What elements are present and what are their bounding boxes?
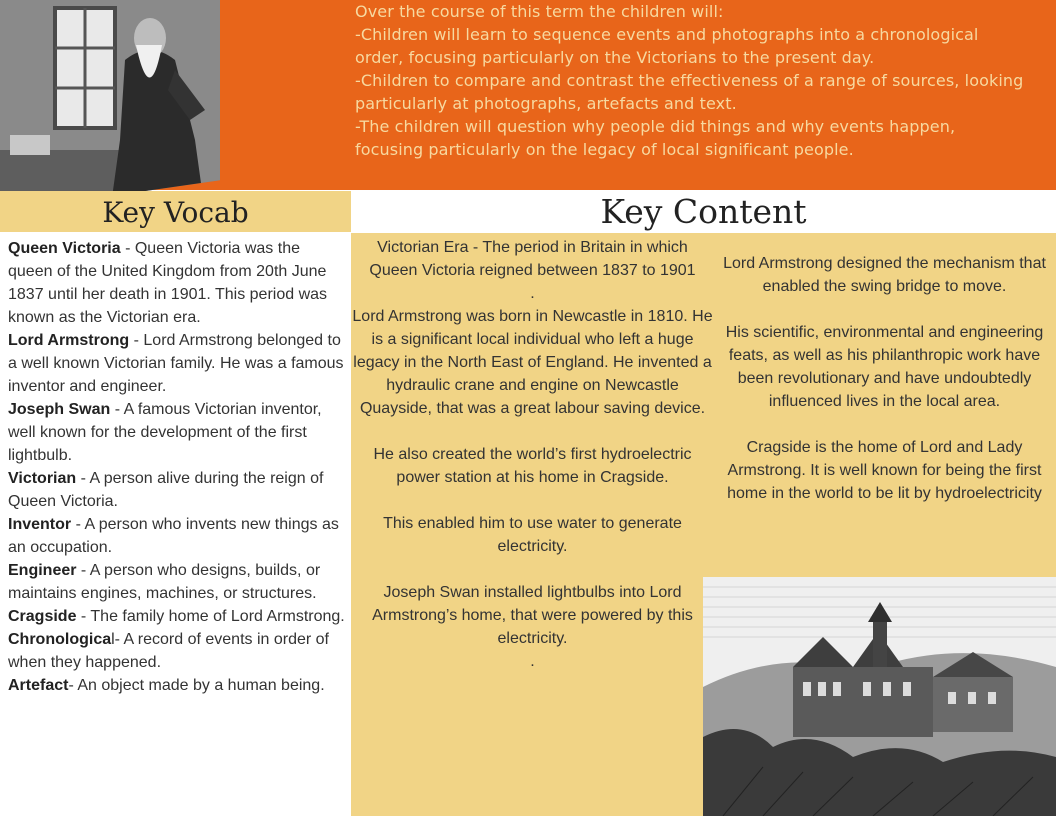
- vocab-term: Joseph Swan: [8, 401, 111, 418]
- content-spacer: [722, 413, 1047, 436]
- vocab-definition: - Lord Armstrong belonged to a well known Victorian family. He was a famous inventor and engineer.: [8, 332, 344, 395]
- vocab-entry: [8, 513, 348, 559]
- vocab-title: Key Vocab: [102, 196, 249, 229]
- vocab-term: Artefact: [8, 677, 69, 694]
- vocab-definition: - The family home of Lord Armstrong.: [76, 608, 345, 625]
- content-paragraph: Cragside is the home of Lord and Lady Armstrong. It is well known for being the first home in the world to be lit by hydroelectricity: [727, 439, 1042, 502]
- vocab-term: Inventor: [8, 516, 72, 533]
- content-title: Key Content: [351, 190, 1056, 233]
- vocab-entry: [8, 398, 348, 467]
- vocab-term: Cragside: [8, 608, 77, 625]
- vocab-definition: l- A record of events in order of when they happened.: [8, 631, 329, 671]
- vocab-definition: - An object made by a human being.: [68, 677, 325, 694]
- content-paragraph: .: [530, 285, 535, 302]
- vocab-entry: [8, 674, 348, 697]
- content-paragraph: Lord Armstrong was born in Newcastle in 1810. He is a significant local individual who left a huge legacy in the North East of England. He invented a hydraulic crane and engine on Newcastle Quayside, that was a great labour saving device.: [352, 308, 713, 417]
- vocab-definition: - A person alive during the reign of Queen Victoria.: [8, 470, 324, 510]
- vocab-term: Victorian: [8, 470, 77, 487]
- content-paragraph: Victorian Era - The period in Britain in which Queen Victoria reigned between 1837 to 1901: [369, 239, 696, 279]
- cragside-engraving: [703, 577, 1056, 816]
- vocab-term: Queen Victoria: [8, 240, 121, 257]
- vocab-definition: - Queen Victoria was the queen of the United Kingdom from 20th June 1837 until her death in 1901. This period was known as the Victorian era.: [8, 240, 328, 326]
- content-spacer: [351, 489, 714, 512]
- term-objectives: [355, 0, 1045, 161]
- content-spacer: [351, 420, 714, 443]
- content-spacer: [351, 558, 714, 581]
- vocab-term: Engineer: [8, 562, 77, 579]
- objectives-line: particularly at photographs, artefacts and text.: [355, 94, 737, 113]
- armstrong-portrait-photo: [0, 0, 220, 212]
- content-paragraph: Lord Armstrong designed the mechanism that enabled the swing bridge to move.: [723, 255, 1046, 295]
- content-middle-column: [351, 236, 714, 673]
- vocab-entry: [8, 237, 348, 329]
- vocab-definition: - A person who invents new things as an occupation.: [8, 516, 339, 556]
- content-paragraph: .: [530, 653, 535, 670]
- objectives-line: Over the course of this term the children will:: [355, 2, 724, 21]
- content-paragraph: His scientific, environmental and engineering feats, as well as his philanthropic work have been revolutionary and have undoubtedly influenced lives in the local area.: [725, 324, 1044, 410]
- vocab-list: [8, 237, 348, 697]
- vocab-entry: [8, 467, 348, 513]
- content-paragraph: Joseph Swan installed lightbulbs into Lord Armstrong’s home, that were powered by this electricity.: [372, 584, 693, 647]
- objectives-line: -The children will question why people did things and why events happen,: [355, 117, 956, 136]
- vocab-definition: - A famous Victorian inventor, well known for the development of the first lightbulb.: [8, 401, 322, 464]
- objectives-line: focusing particularly on the legacy of local significant people.: [355, 140, 854, 159]
- vocab-definition: - A person who designs, builds, or maintains engines, machines, or structures.: [8, 562, 321, 602]
- vocab-entry: [8, 559, 348, 605]
- content-right-column: [722, 252, 1047, 505]
- content-spacer: [722, 298, 1047, 321]
- vocab-term: Lord Armstrong: [8, 332, 130, 349]
- vocab-entry: [8, 329, 348, 398]
- vocab-entry: [8, 628, 348, 674]
- vocab-term: Chronologica: [8, 631, 112, 648]
- content-paragraph: This enabled him to use water to generate electricity.: [383, 515, 682, 555]
- objectives-line: order, focusing particularly on the Victorians to the present day.: [355, 48, 875, 67]
- objectives-line: -Children to compare and contrast the effectiveness of a range of sources, looking: [355, 71, 1024, 90]
- objectives-line: -Children will learn to sequence events and photographs into a chronological: [355, 25, 979, 44]
- vocab-entry: [8, 605, 348, 628]
- content-paragraph: He also created the world’s first hydroelectric power station at his home in Cragside.: [373, 446, 692, 486]
